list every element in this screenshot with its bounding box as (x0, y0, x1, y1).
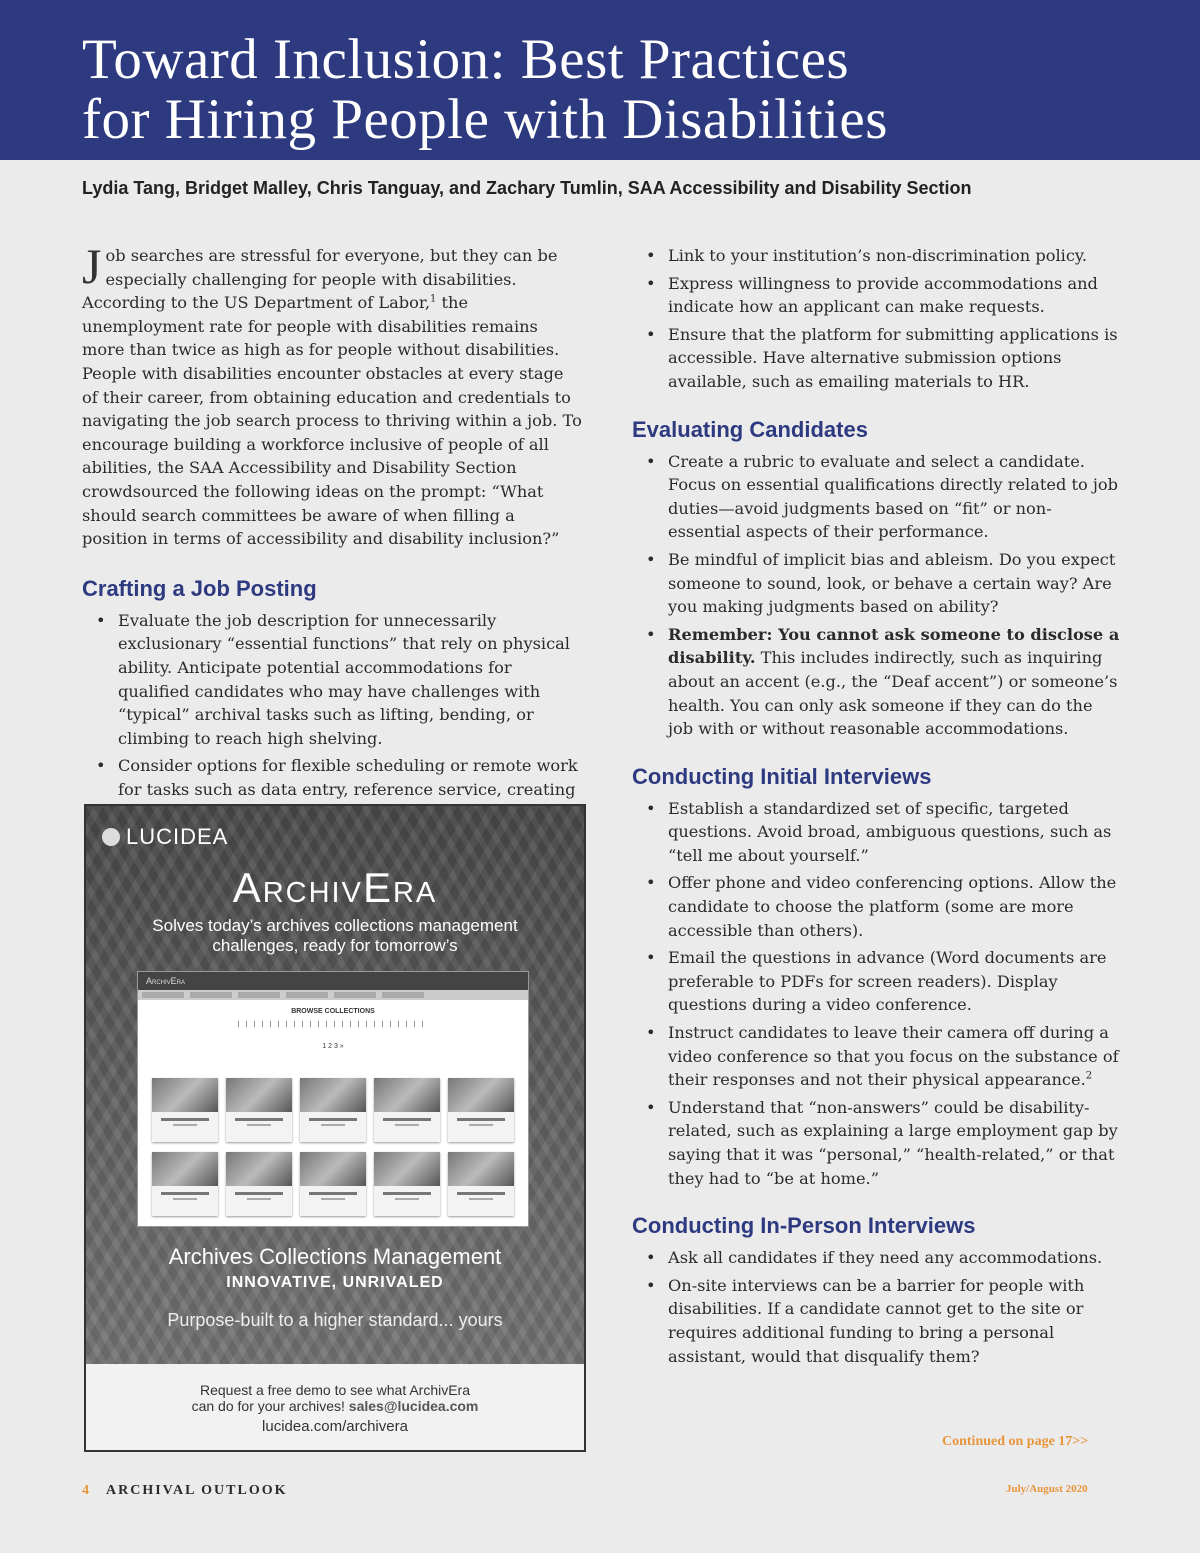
issue-date: July/August 2020 (1006, 1483, 1088, 1495)
footnote-ref-1: 1 (430, 293, 437, 305)
ad-request-text: can do for your archives! (191, 1398, 345, 1414)
list-item: • Ensure that the platform for submitting applications is accessible. Have alternative submission options available, such as emailing materials to HR. (668, 323, 1122, 394)
list-item: • Link to your institution’s non-discrimination policy. (668, 244, 1122, 268)
left-column (82, 238, 582, 829)
ad-headline: Archives Collections Management (168, 1244, 502, 1269)
list-item: • Evaluate the job description for unnecessarily exclusionary “essential functions” that rely on physical ability. Anticipate potential accommodations for qualified candidates who may have challenges with “typical” archival tasks such as lifting, bending, or climbing to reach high shelving. (118, 609, 582, 751)
heading-crafting-job-posting: Crafting a Job Posting (82, 575, 317, 601)
posting-list (82, 609, 582, 825)
continued-link[interactable]: Continued on page 17>> (942, 1434, 1089, 1449)
title-line-1: Toward Inclusion: Best Practices (82, 28, 850, 91)
intro-text-a: ob searches are stressful for everyone, but they can be especially challenging for people with disabilities. According to the US Department of Labor, (82, 246, 558, 313)
ad-email-link[interactable]: sales@lucidea.com (348, 1398, 479, 1414)
collection-card (300, 1078, 366, 1142)
collection-card (226, 1152, 292, 1216)
intro-text-b: the unemployment rate for people with disabilities remains more than twice as high as for people without disabilities. People with disabilities encounter obstacles at every stage of their career, from obtaining education and credentials to navigating the job search process to thriving within a job. To encourage building a workforce inclusive of people of all abilities, the SAA Accessibility and Disability Section crowdsourced the following ideas on the prompt: “What should search committees be aware of when filling a position in terms of accessibility and disability inclusion?” (82, 293, 582, 549)
evaluating-list (632, 450, 1122, 741)
archivera-advertisement[interactable] (84, 804, 586, 1452)
collection-card (374, 1152, 440, 1216)
ad-footer (86, 1364, 584, 1450)
lucidea-logo-icon (102, 828, 120, 846)
collection-card (374, 1078, 440, 1142)
ad-tagline-1: Solves today’s archives collections management (152, 916, 518, 935)
screenshot-alphabet-bar (238, 1021, 428, 1027)
collection-card (152, 1078, 218, 1142)
heading-initial-interviews: Conducting Initial Interviews (632, 763, 932, 789)
collection-card (448, 1152, 514, 1216)
list-item: • Ask all candidates if they need any accommodations. (668, 1246, 1122, 1270)
remember-text: This includes indirectly, such as inquiring about an accent (e.g., the “Deaf accent”) or someone’s health. You can only ask someone if they can do the job with or without reasonable accommodations. (668, 648, 1118, 739)
title-line-2: for Hiring People with Disabilities (82, 88, 888, 151)
journal-name: ARCHIVAL OUTLOOK (106, 1483, 288, 1498)
right-column (632, 244, 1122, 1372)
heading-evaluating-candidates: Evaluating Candidates (632, 416, 868, 442)
lucidea-logo (102, 824, 228, 850)
ad-slogan: Purpose-built to a higher standard... yours (167, 1310, 503, 1330)
list-item: • Consider options for flexible scheduling or remote work for tasks such as data entry, reference service, creating (118, 754, 582, 825)
list-item: • Understand that “non-answers” could be disability-related, such as explaining a large employment gap by saying that it was “personal,” “health-related,” or that they had to “be at home.” (668, 1096, 1122, 1190)
collection-card (152, 1152, 218, 1216)
initial-interviews-list (632, 797, 1122, 1191)
list-item: • Be mindful of implicit bias and ableism. Do you expect someone to sound, look, or behave a certain way? Are you making judgments based on ability? (668, 548, 1122, 619)
in-person-list (632, 1246, 1122, 1368)
ad-subheadline: INNOVATIVE, UNRIVALED (226, 1274, 444, 1291)
list-item: • Express willingness to provide accommodations and indicate how an applicant can make requests. (668, 272, 1122, 319)
page-number: 4 (82, 1483, 89, 1498)
collection-card-grid (152, 1078, 514, 1216)
collection-card (300, 1152, 366, 1216)
byline: Lydia Tang, Bridget Malley, Chris Tanguay, and Zachary Tumlin, SAA Accessibility and Disability Section (82, 178, 972, 198)
remember-bold-text: Remember: You cannot ask someone to disclose a disability. (668, 624, 1120, 668)
title-banner (0, 0, 1200, 160)
collection-card (448, 1078, 514, 1142)
intro-paragraph (82, 238, 582, 551)
list-item: • Email the questions in advance (Word documents are preferable to PDFs for screen readers). Display questions during a video conference. (668, 946, 1122, 1017)
collection-card (226, 1078, 292, 1142)
camera-text: Instruct candidates to leave their camera off during a video conference so that you focus on the substance of their responses and not their physical appearance. (668, 1023, 1119, 1090)
list-item: • Establish a standardized set of specific, targeted questions. Avoid broad, ambiguous questions, such as “tell me about yourself.” (668, 797, 1122, 868)
footnote-ref-2: 2 (1085, 1070, 1093, 1082)
screenshot-nav (138, 990, 528, 1000)
screenshot-app-bar: ArchivEra (138, 972, 528, 990)
ad-request-line-1: Request a free demo to see what ArchivEra (199, 1382, 471, 1398)
list-item: • Create a rubric to evaluate and select a candidate. Focus on essential qualifications directly related to job duties—avoid judgments based on “fit” or non-essential aspects of their performance. (668, 450, 1122, 544)
drop-cap: J (82, 238, 102, 294)
ad-request-line-2 (86, 1398, 584, 1414)
list-item: • Offer phone and video conferencing options. Allow the candidate to choose the platform (some are more accessible than others). (668, 871, 1122, 942)
list-item: • On-site interviews can be a barrier for people with disabilities. If a candidate cannot get to the site or requires additional funding to bring a personal assistant, would that disqualify them? (668, 1274, 1122, 1368)
list-item-remember (668, 623, 1122, 741)
page-title (82, 30, 1182, 150)
screenshot-heading: BROWSE COLLECTIONS (291, 1008, 375, 1015)
ad-tagline-2: challenges, ready for tomorrow’s (212, 936, 458, 955)
ad-url-link[interactable]: lucidea.com/archivera (262, 1418, 408, 1435)
lucidea-logo-text: LUCIDEA (126, 824, 229, 849)
posting-list-continued (632, 244, 1122, 394)
product-screenshot (138, 972, 528, 1226)
heading-in-person-interviews: Conducting In-Person Interviews (632, 1213, 976, 1239)
list-item-camera (668, 1021, 1122, 1092)
archivera-brand: ArchivEra (232, 864, 438, 911)
screenshot-pager: 1 2 3 » (322, 1043, 344, 1050)
